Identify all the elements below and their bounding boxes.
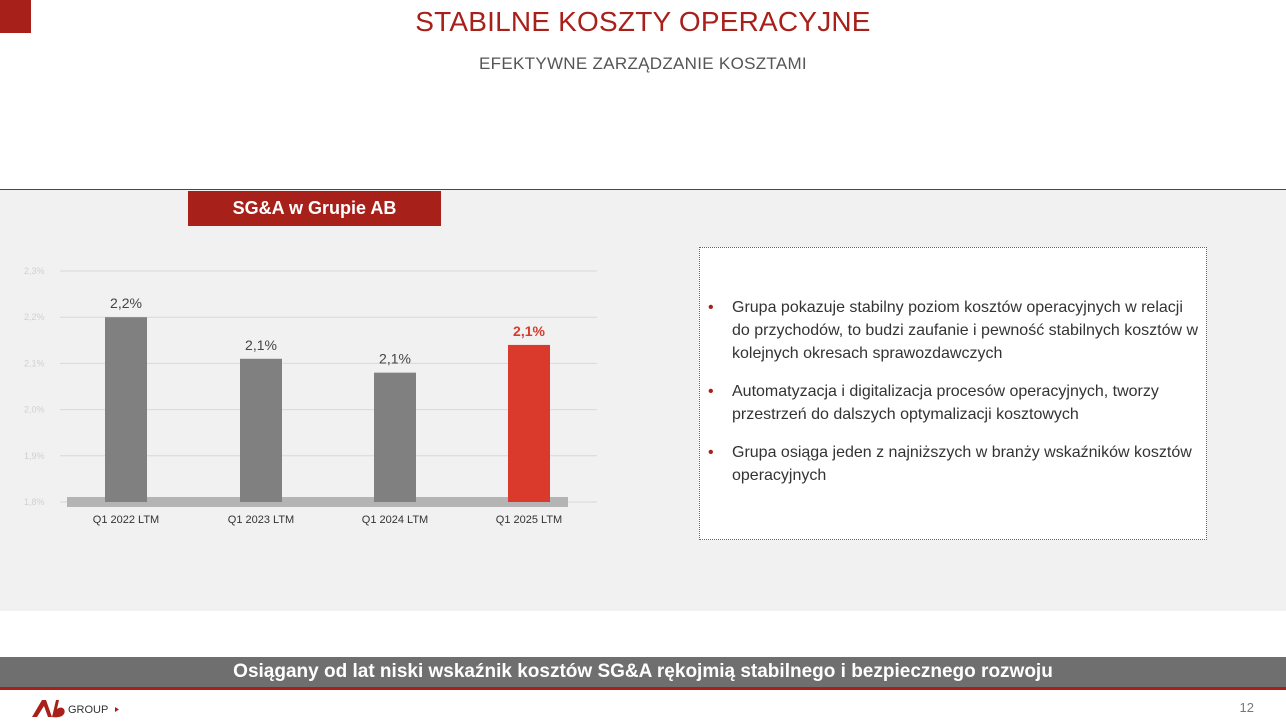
y-tick-label: 2,3% — [24, 266, 45, 276]
bullet-icon: • — [708, 444, 714, 461]
y-tick-label: 1,9% — [24, 450, 45, 461]
bullet-text: Automatyzacja i digitalizacja procesów operacyjnych, tworzy przestrzeń do dalszych optymalizacji kosztowych — [732, 383, 1159, 423]
data-label: 2,1% — [513, 322, 545, 339]
page-subtitle: EFEKTYWNE ZARZĄDZANIE KOSZTAMI — [479, 54, 807, 73]
logo-text: GROUP — [68, 704, 109, 716]
data-label: 2,1% — [245, 336, 277, 353]
x-tick-label: Q1 2024 LTM — [361, 514, 429, 526]
page-title: STABILNE KOSZTY OPERACYJNE — [415, 6, 871, 37]
y-tick-label: 2,0% — [24, 404, 45, 415]
data-label: 2,2% — [110, 295, 142, 312]
y-tick-label: 2,1% — [24, 358, 45, 369]
y-tick-label: 2,2% — [24, 312, 45, 323]
bar — [374, 373, 416, 502]
bullet-item — [708, 380, 1202, 426]
bullet-box — [699, 247, 1207, 540]
x-tick-label: Q1 2022 LTM — [92, 514, 160, 526]
page-number: 12 — [1239, 700, 1254, 715]
bullet-icon: • — [708, 299, 714, 316]
y-tick-label: 1,8% — [24, 497, 45, 507]
x-tick-label: Q1 2025 LTM — [495, 514, 563, 526]
summary-banner: Osiągany od lat niski wskaźnik kosztów SG&A rękojmią stabilnego i bezpiecznego rozwoju — [0, 657, 1286, 690]
bar — [240, 359, 282, 502]
bullet-item — [708, 441, 1202, 487]
bar — [105, 317, 147, 502]
bullet-text: Grupa osiąga jeden z najniższych w branży wskaźników kosztów operacyjnych — [732, 444, 1192, 484]
ab-group-logo — [30, 697, 125, 719]
sga-bar-chart — [0, 230, 640, 540]
bullet-text: Grupa pokazuje stabilny poziom kosztów operacyjnych w relacji do przychodów, to budzi zaufanie i pewność stabilnych kosztów w kolejnych okresach sprawozdawczych — [732, 299, 1199, 362]
bar — [508, 345, 550, 502]
data-label: 2,1% — [379, 350, 411, 367]
bullet-item — [708, 296, 1202, 365]
bullet-list — [700, 248, 1206, 487]
chart-title-tag: SG&A w Grupie AB — [188, 191, 441, 226]
x-tick-label: Q1 2023 LTM — [227, 514, 295, 526]
bullet-icon: • — [708, 383, 714, 400]
